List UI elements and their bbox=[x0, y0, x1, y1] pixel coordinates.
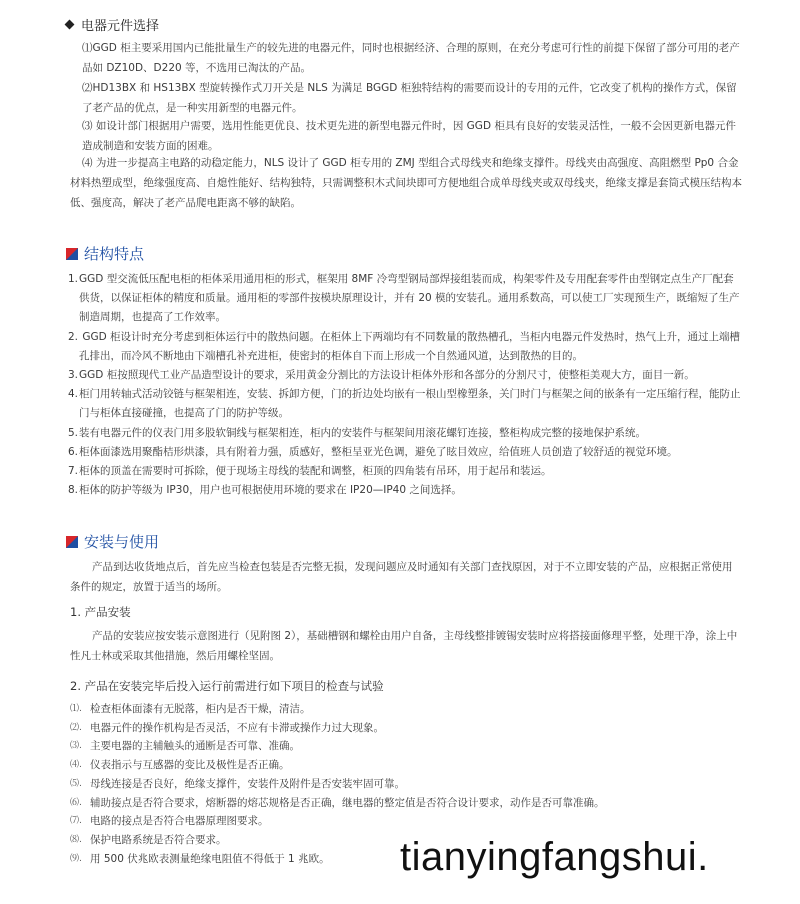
item-number: 1. bbox=[68, 273, 79, 285]
list-item bbox=[68, 270, 744, 328]
paragraph-1 bbox=[82, 38, 742, 78]
list-item bbox=[70, 775, 742, 794]
item-number: ⑷. bbox=[70, 760, 82, 771]
item-text: 装有电器元件的仪表门用多股软铜线与框架相连，柜内的安装件与框架间用滚花螺钉连接，整柜构成完整的接地保护系统。 bbox=[79, 426, 646, 439]
install-subtitle: 1. 产品安装 bbox=[70, 605, 131, 619]
item-text: GGD 型交流低压配电柜的柜体采用通用柜的形式，框架用 8MF 冷弯型钢局部焊接组装而成，构架零件及专用配套零件由型钢定点生产厂配套供货，以保证柜体的精度和质量。通用柜的零部件按模块原理设计，并有 20 模的安装孔。通用系数高，可以使工厂实现预生产，既缩短了生产制造周期，也提高了工作效率。 bbox=[79, 273, 740, 324]
item-text: 主要电器的主辅触头的通断是否可靠、准确。 bbox=[90, 740, 300, 753]
item-text: 母线连接是否良好，绝缘支撑件，安装件及附件是否安装牢固可靠。 bbox=[90, 777, 405, 790]
item-text: 柜体的防护等级为 IP30，用户也可根据使用环境的要求在 IP20—IP40 之间选择。 bbox=[79, 484, 462, 497]
list-item bbox=[70, 700, 742, 719]
item-text: 用 500 伏兆欧表测量绝缘电阻值不得低于 1 兆欧。 bbox=[90, 852, 330, 865]
list-item bbox=[68, 424, 744, 443]
list-item bbox=[68, 385, 744, 423]
list-item bbox=[68, 443, 744, 462]
item-number: ⑵. bbox=[70, 722, 82, 733]
item-number: 5. bbox=[68, 426, 79, 439]
item-number: ⑼. bbox=[70, 853, 82, 864]
list-item bbox=[70, 756, 742, 775]
item-text: 保护电路系统是否符合要求。 bbox=[90, 833, 227, 846]
section-flag-icon bbox=[66, 248, 78, 260]
item-text: GGD 柜按照现代工业产品造型设计的要求，采用黄金分割比的方法设计柜体外形和各部分的分割尺寸，使整柜美观大方，面目一新。 bbox=[79, 369, 695, 382]
item-number: ⑶. bbox=[70, 741, 82, 752]
check-subtitle: 2. 产品在安装完毕后投入运行前需进行如下项目的检查与试验 bbox=[70, 679, 384, 693]
item-text: 电器元件的操作机构是否灵活，不应有卡滞或操作力过大现象。 bbox=[90, 721, 384, 734]
item-number: 4. bbox=[68, 388, 79, 401]
item-number: ⑹. bbox=[70, 797, 82, 808]
paragraph-2 bbox=[82, 78, 742, 118]
item-text: GGD 柜设计时充分考虑到柜体运行中的散热问题。在柜体上下两端均有不同数量的散热槽孔，当柜内电器元件发热时，热气上升，通过上端槽孔排出，而冷风不断地由下端槽孔补充进柜，使密封的柜体自下而上形成一个自然通风道，达到散热的目的。 bbox=[79, 330, 741, 362]
item-text: 柜体面漆选用聚酯桔形烘漆，具有附着力强，质感好，整柜呈亚光色调，避免了眩目效应，给值班人员创造了较舒适的视觉环境。 bbox=[79, 445, 678, 458]
installation-intro: 产品到达收货地点后，首先应当检查包装是否完整无损，发现问题应及时通知有关部门查找原因，对于不立即安装的产品，应根据正常使用条件的规定，放置于适当的场所。 bbox=[70, 561, 733, 593]
paragraph-text: ⑵HD13BX 和 HS13BX 型旋转操作式刀开关是 NLS 为满足 BGGD 柜独特结构的需要而设计的专用的元件，它改变了机构的操作方式，保留了老产品的优点，是一种实用新型的电器元件。 bbox=[82, 82, 737, 114]
item-number: 3. bbox=[68, 369, 79, 382]
item-text: 检查柜体面漆有无脱落，柜内是否干燥，清洁。 bbox=[90, 703, 311, 715]
list-item bbox=[68, 462, 744, 481]
list-item bbox=[68, 481, 744, 500]
paragraph-text: ⑷ 为进一步提高主电路的动稳定能力，NLS 设计了 GGD 柜专用的 ZMJ 型组合式母线夹和绝缘支撑件。母线夹由高强度、高阻燃型 Pp0 合金材料热塑成型，绝缘强度高、自熄性能好、结构独特，只需调整积木式间块即可方便地组合成单母线夹或双母线夹，绝缘支撑是套筒式模压结构本低、强度高，解决了老产品爬电距离不够的缺陷。 bbox=[70, 157, 742, 209]
item-text: 柜门用转轴式活动铰链与框架相连，安装、拆卸方便，门的折边处均嵌有一根山型橡塑条，关门时门与框架之间的嵌条有一定压缩行程，能防止门与柜体直接碰撞，也提高了门的防护等级。 bbox=[79, 388, 741, 420]
paragraph-4 bbox=[70, 153, 742, 213]
item-number: 7. bbox=[68, 465, 79, 478]
item-number: ⑸. bbox=[70, 778, 82, 789]
item-number: ⑺. bbox=[70, 816, 82, 827]
list-item bbox=[70, 794, 742, 813]
paragraph-text: ⑴GGD 柜主要采用国内已能批量生产的较先进的电器元件，同时也根据经济、合理的原则，在充分考虑可行性的前提下保留了部分可用的老产品如 DZ10D、D220 等，不选用已淘汰的产品。 bbox=[82, 42, 740, 74]
paragraph-text: ⑶ 如设计部门根据用户需要，选用性能更优良、技术更先进的新型电器元件时，因 GGD 柜具有良好的安装灵活性，一般不会因更新电器元件造成制造和安装方面的困难。 bbox=[82, 120, 736, 152]
item-number: 6. bbox=[68, 445, 79, 458]
item-number: 8. bbox=[68, 484, 79, 497]
item-text: 仪表指示与互感器的变比及极性是否正确。 bbox=[90, 759, 290, 772]
section-title-text: 电器元件选择 bbox=[81, 19, 160, 34]
section-heading-text: 安装与使用 bbox=[84, 533, 160, 551]
section-heading-text: 结构特点 bbox=[84, 245, 145, 263]
item-number: 2. bbox=[68, 330, 79, 343]
list-item bbox=[68, 328, 744, 366]
list-item bbox=[70, 719, 742, 738]
section-heading-structure bbox=[66, 243, 144, 264]
install-text: 产品的安装应按安装示意图进行（见附图 2），基础槽钢和螺栓由用户自备，主母线整排镀锡安装时应将搭接面修理平整，处理干净，涂上中性凡士林或采取其他措施，然后用螺栓坚固。 bbox=[70, 630, 738, 662]
list-item bbox=[70, 737, 742, 756]
paragraph-3 bbox=[82, 116, 742, 156]
item-number: ⑻. bbox=[70, 834, 82, 845]
watermark-text: tianyingfangshui. bbox=[400, 835, 709, 879]
structure-features-list bbox=[68, 270, 744, 500]
section-heading-installation bbox=[66, 531, 159, 552]
item-number: ⑴. bbox=[70, 704, 82, 714]
section-flag-icon bbox=[66, 536, 78, 548]
item-text: 柜体的顶盖在需要时可拆除，便于现场主母线的装配和调整，柜顶的四角装有吊环，用于起吊和装运。 bbox=[79, 465, 552, 478]
list-item bbox=[70, 812, 742, 831]
section-title-components bbox=[66, 15, 159, 34]
item-text: 电路的接点是否符合电器原理图要求。 bbox=[90, 815, 269, 828]
item-text: 辅助接点是否符合要求，熔断器的熔芯规格是否正确，继电器的整定值是否符合设计要求，动作是否可靠准确。 bbox=[90, 796, 605, 809]
diamond-bullet-icon bbox=[65, 20, 75, 30]
list-item bbox=[68, 366, 744, 385]
